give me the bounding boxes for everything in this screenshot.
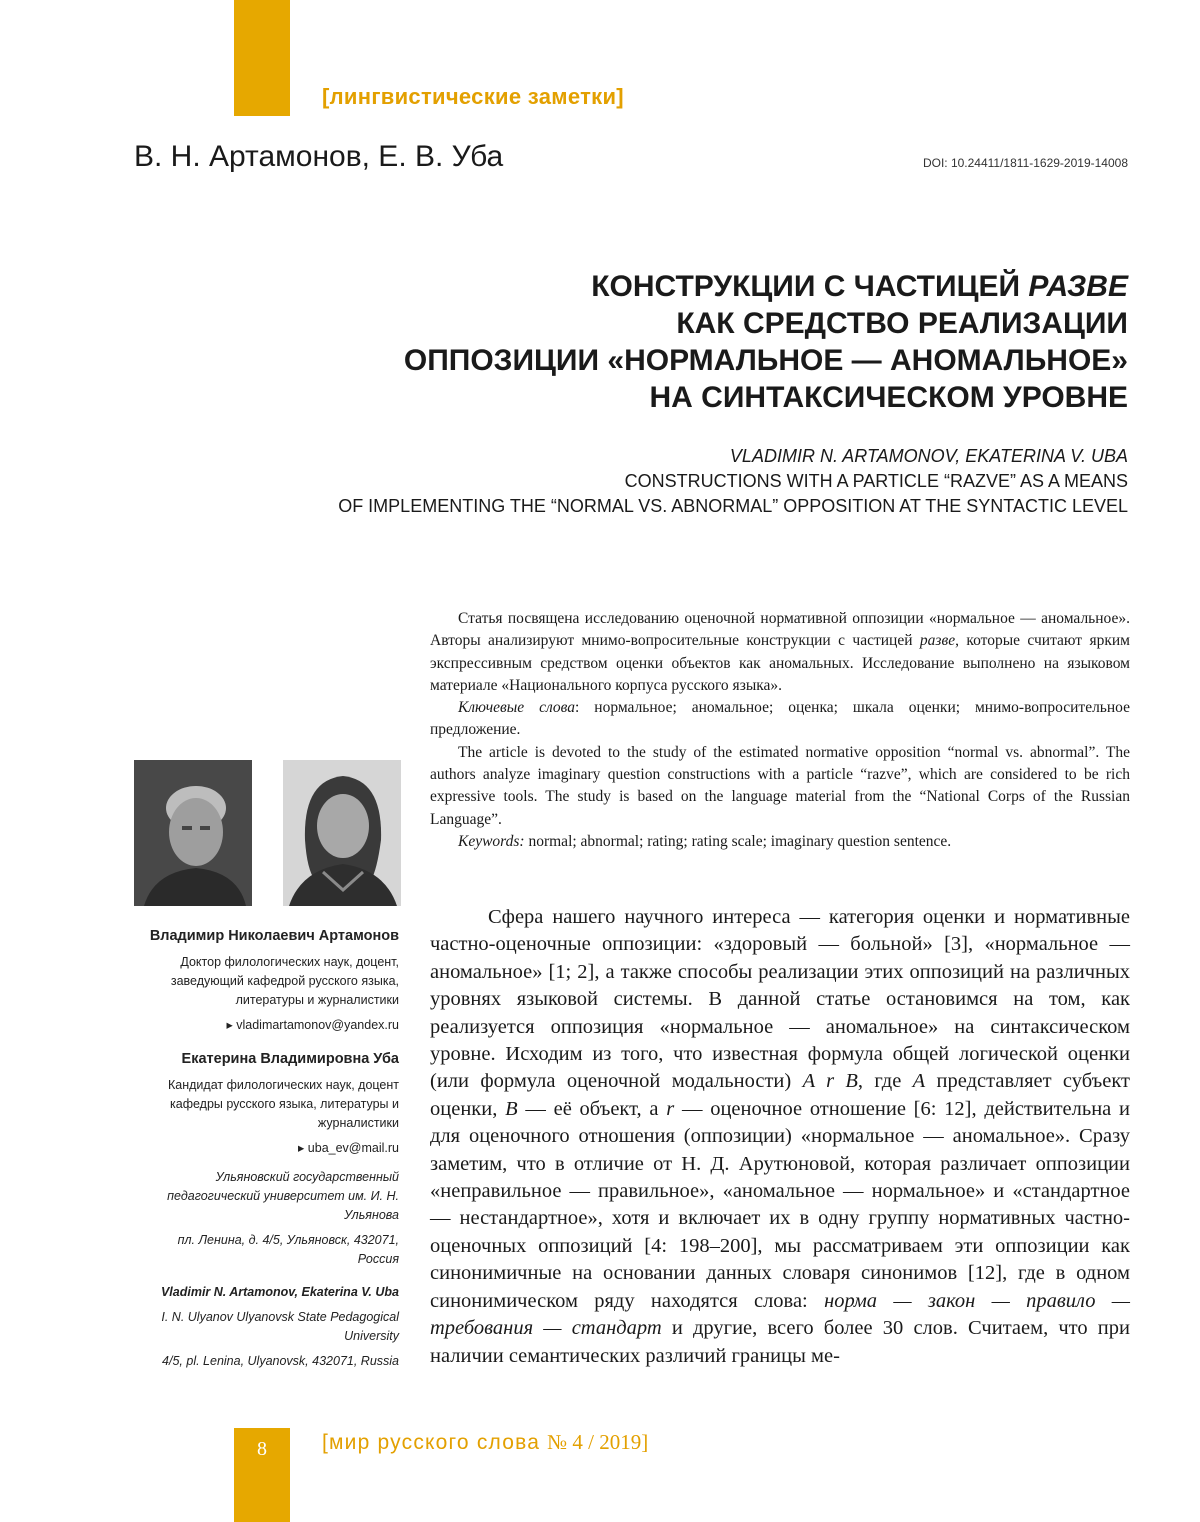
author-photo-artamonov: [134, 760, 252, 906]
author-sidebar: [134, 926, 399, 1371]
title-line-4: НА СИНТАКСИЧЕСКОМ УРОВНЕ: [649, 381, 1128, 414]
title-line-3: ОППОЗИЦИИ «НОРМАЛЬНОЕ — АНОМАЛЬНОЕ»: [403, 344, 1128, 377]
abstract-ru-part2: , которые считают ярким экспрессивным средством оценки объектов как аномальных. Исследование выполнено на языковом материале «Национального корпуса русского языка».: [430, 632, 1130, 694]
body-text-6: и другие, всего более 30 слов. Считаем, что при наличии семантических различий границы ме-: [430, 1317, 1130, 1367]
abstract-en: The article is devoted to the study of the estimated normative opposition “normal vs. abnormal”. The authors analyze imaginary question constructions with a particle “razve”, which are considered to be rich expressive tools. The study is based on the language material from the “National Corps of the Russian Language”.: [430, 743, 1130, 828]
keywords-en: [430, 831, 1130, 853]
journal-name: [322, 1430, 648, 1455]
english-authors: VLADIMIR N. ARTAMONOV, EKATERINA V. UBA: [729, 446, 1128, 466]
author1-description: Доктор филологических наук, доцент, заведующий кафедрой русского языка, литературы и журналистики: [170, 955, 399, 1007]
abstract-ru: [430, 608, 1130, 697]
body-text-4: — её объект, а: [517, 1097, 667, 1120]
doi: DOI: 10.24411/1811-1629-2019-14008: [922, 156, 1128, 170]
keywords-ru-label: Ключевые слова: [458, 699, 576, 717]
header-accent-bar: [234, 0, 290, 116]
article-body: [430, 904, 1130, 1370]
address-ru: пл. Ленина, д. 4/5, Ульяновск, 432071, Россия: [177, 1233, 399, 1266]
author-photo-uba: [283, 760, 401, 906]
journal-issue: № 4 / 2019]: [547, 1430, 649, 1454]
formula: A r B: [802, 1070, 858, 1093]
body-text-5: — оценочное отношение [6: 12], действительна и для оценочного отношения (оппозиции) «нормальное — аномальное». Сразу заметим, что в отличие от Н. Д. Арутюновой, которая различает оппозиции «неправильное — правильное», «аномальное — нормальное» и «стандартное — нестандартное», хотя и включает их в одну группу нормативных частно-оценочных оппозиций [4: 198–200], мы рассматриваем эти оппозиции как синонимичные на основании данных словаря синонимов [12], где в одном синонимическом ряду находятся слова:: [430, 1097, 1130, 1312]
formula-a: A: [912, 1070, 926, 1093]
address-en: 4/5, pl. Lenina, Ulyanovsk, 432071, Russia: [162, 1354, 399, 1368]
author2-name: Екатерина Владимировна Уба: [181, 1051, 399, 1067]
english-title-block: [228, 444, 1128, 519]
keywords-ru: [430, 697, 1130, 742]
article-title: [228, 268, 1128, 416]
english-title-line-2: OF IMPLEMENTING THE “NORMAL VS. ABNORMAL” OPPOSITION AT THE SYNTACTIC LEVEL: [338, 496, 1128, 516]
body-text-2: , где: [857, 1070, 913, 1093]
author1-email[interactable]: ▸ vladimartamonov@yandex.ru: [226, 1018, 399, 1032]
title-line-1: [228, 268, 1128, 305]
authors-names-en: Vladimir N. Artamonov, Ekaterina V. Uba: [160, 1285, 399, 1299]
institution-en: I. N. Ulyanov Ulyanovsk State Pedagogical University: [161, 1310, 399, 1343]
abstract-ru-part1: Статья посвящена исследованию оценочной нормативной оппозиции «нормальное — аномальное». Авторы анализируют мнимо-вопросительные конструкции с частицей: [430, 610, 1130, 650]
abstract: [430, 608, 1130, 853]
abstract-ru-particle: разве: [919, 632, 956, 650]
keywords-en-text: normal; abnormal; rating; rating scale; imaginary question sentence.: [524, 832, 952, 850]
synonym-row: норма — закон — правило — требования — стандарт: [430, 1289, 1130, 1340]
formula-b: B: [505, 1097, 518, 1120]
section-label: [лингвистические заметки]: [322, 84, 624, 109]
english-title-line-1: CONSTRUCTIONS WITH A PARTICLE “RAZVE” AS A MEANS: [624, 471, 1128, 491]
keywords-ru-text: : нормальное; аномальное; оценка; шкала оценки; мнимо-вопросительное предложение.: [430, 699, 1130, 739]
author2-description: Кандидат филологических наук, доцент кафедры русского языка, литературы и журналистики: [168, 1078, 399, 1130]
keywords-en-label: Keywords:: [458, 832, 525, 850]
title-line-1-text: КОНСТРУКЦИИ С ЧАСТИЦЕЙ: [591, 270, 1029, 303]
title-particle: РАЗВЕ: [1028, 270, 1128, 303]
body-paragraph-1: [430, 904, 1130, 1370]
page-number: 8: [257, 1438, 267, 1460]
journal-title: [мир русского слова: [322, 1431, 548, 1454]
body-text-1: Сфера нашего научного интереса — категория оценки и нормативные частно-оценочные оппозиции: «здоровый — больной» [3], «нормальное — аномальное» [1; 2], а также способы реализации этих оппозиций на различных уровнях языковой системы. В данной статье остановимся на том, как реализуется оппозиция «нормальное — аномальное» на синтаксическом уровне. Исходим из того, что известная формула общей логической оценки (или формула оценочной модальности): [430, 906, 1130, 1093]
author1-name: Владимир Николаевич Артамонов: [149, 928, 399, 944]
authors-header: В. Н. Артамонов, Е. В. Уба: [134, 140, 504, 173]
formula-r: r: [666, 1097, 675, 1120]
institution-ru: Ульяновский государственный педагогический университет им. И. Н. Ульянова: [167, 1170, 399, 1222]
title-line-2: КАК СРЕДСТВО РЕАЛИЗАЦИИ: [676, 307, 1128, 340]
author2-email[interactable]: ▸ uba_ev@mail.ru: [298, 1141, 399, 1155]
body-text-3: представляет субъект оценки,: [430, 1070, 1130, 1120]
